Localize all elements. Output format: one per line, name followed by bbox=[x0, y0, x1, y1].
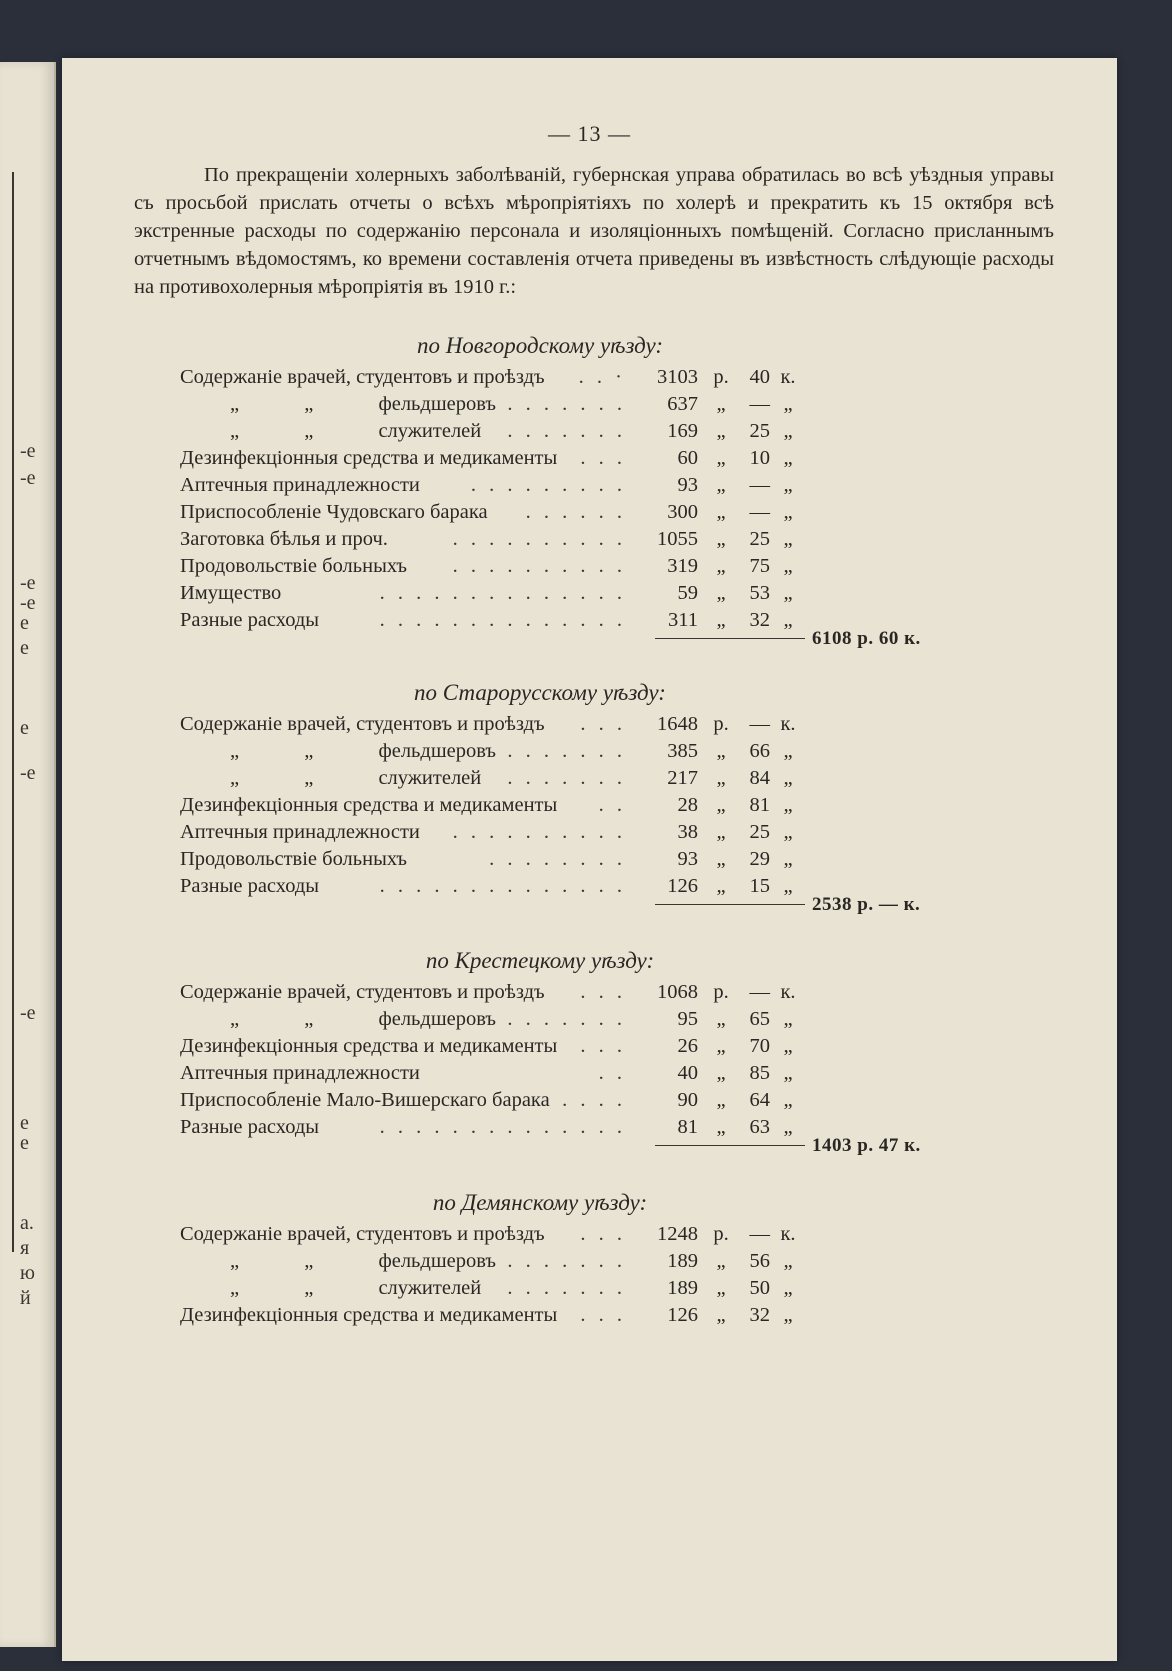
expense-row bbox=[180, 499, 1000, 526]
unit-rubles: р. bbox=[713, 713, 729, 735]
unit-kopecks: „ bbox=[783, 582, 793, 604]
amount-kopecks: 25 bbox=[749, 420, 770, 442]
unit-kopecks: „ bbox=[783, 875, 793, 897]
unit-rubles: „ bbox=[716, 447, 726, 469]
left-page-fragment: -е bbox=[20, 572, 36, 594]
leader-dots: . . . bbox=[580, 1223, 626, 1245]
district-heading: по Крестецкому уѣзду: bbox=[425, 948, 655, 973]
expense-label: Содержаніе врачей, студентовъ и проѣздъ bbox=[180, 981, 545, 1003]
unit-kopecks: „ bbox=[783, 474, 793, 496]
total-rule bbox=[655, 1145, 805, 1146]
leader-dots: . . . . . . . . . . . . . . bbox=[379, 609, 626, 631]
unit-kopecks: „ bbox=[783, 1008, 793, 1030]
expense-label: Имущество bbox=[180, 582, 282, 604]
expense-label: Дезинфекціонныя средства и медикаменты bbox=[180, 794, 558, 816]
document-page bbox=[62, 58, 1117, 1661]
unit-rubles: р. bbox=[713, 1223, 729, 1245]
leader-dots: . . . . . . . . . . bbox=[452, 821, 626, 843]
unit-kopecks: „ bbox=[783, 528, 793, 550]
amount-kopecks: 25 bbox=[749, 821, 770, 843]
amount-rubles: 126 bbox=[667, 875, 698, 897]
expense-label: Содержаніе врачей, студентовъ и проѣздъ bbox=[180, 1223, 545, 1245]
amount-rubles: 95 bbox=[677, 1008, 698, 1030]
expense-row bbox=[180, 526, 1000, 553]
expense-label: Дезинфекціонныя средства и медикаменты bbox=[180, 1035, 558, 1057]
left-page-fragment: а. bbox=[20, 1212, 34, 1234]
left-page-fragment: е bbox=[20, 612, 29, 634]
expense-row bbox=[180, 738, 1000, 765]
district-section bbox=[180, 1185, 1000, 1329]
unit-rubles: „ bbox=[716, 1250, 726, 1272]
unit-rubles: „ bbox=[716, 1035, 726, 1057]
expense-label: „ „ служителей bbox=[230, 420, 482, 442]
amount-rubles: 217 bbox=[667, 767, 698, 789]
district-total-row bbox=[180, 1135, 1000, 1167]
unit-rubles: „ bbox=[716, 848, 726, 870]
unit-rubles: „ bbox=[716, 528, 726, 550]
amount-rubles: 311 bbox=[668, 609, 698, 631]
expense-label: Заготовка бѣлья и проч. bbox=[180, 528, 388, 550]
unit-kopecks: „ bbox=[783, 447, 793, 469]
leader-dots: . . . . . . . bbox=[507, 1008, 626, 1030]
leader-dots: . . . . . . . . . . . . . . bbox=[379, 1116, 626, 1138]
leader-dots: . . . . . . . bbox=[507, 393, 626, 415]
expense-row bbox=[180, 1221, 1000, 1248]
adjacent-page-edge bbox=[0, 62, 56, 1647]
amount-rubles: 81 bbox=[677, 1116, 698, 1138]
amount-rubles: 637 bbox=[667, 393, 698, 415]
expense-row bbox=[180, 1302, 1000, 1329]
expense-label: „ „ служителей bbox=[230, 767, 482, 789]
expense-row bbox=[180, 580, 1000, 607]
leader-dots: . . . . . . . . . bbox=[470, 474, 626, 496]
amount-kopecks: 15 bbox=[749, 875, 770, 897]
expense-label: Аптечныя принадлежности bbox=[180, 1062, 420, 1084]
leader-dots: . . bbox=[598, 794, 626, 816]
amount-kopecks: — bbox=[749, 501, 770, 523]
expense-row bbox=[180, 819, 1000, 846]
expense-row bbox=[180, 445, 1000, 472]
total-rule bbox=[655, 638, 805, 639]
amount-rubles: 38 bbox=[677, 821, 698, 843]
unit-kopecks: „ bbox=[783, 420, 793, 442]
amount-rubles: 189 bbox=[667, 1250, 698, 1272]
unit-rubles: „ bbox=[716, 555, 726, 577]
expense-row bbox=[180, 979, 1000, 1006]
page-number: — 13 — bbox=[548, 121, 631, 146]
unit-rubles: „ bbox=[716, 609, 726, 631]
amount-rubles: 1068 bbox=[657, 981, 698, 1003]
unit-kopecks: к. bbox=[780, 713, 796, 735]
amount-rubles: 300 bbox=[667, 501, 698, 523]
amount-rubles: 26 bbox=[677, 1035, 698, 1057]
unit-rubles: „ bbox=[716, 501, 726, 523]
amount-kopecks: — bbox=[749, 1223, 770, 1245]
district-total: 2538 р. — к. bbox=[812, 894, 921, 915]
expense-label: Разные расходы bbox=[180, 609, 320, 631]
expense-label: Продовольствіе больныхъ bbox=[180, 848, 407, 870]
adjacent-page-rule bbox=[12, 172, 14, 1252]
expense-label: „ „ фельдшеровъ bbox=[230, 1008, 496, 1030]
amount-rubles: 1648 bbox=[657, 713, 698, 735]
leader-dots: . . . . . . . bbox=[507, 420, 626, 442]
leader-dots: . . · bbox=[578, 366, 626, 388]
unit-rubles: „ bbox=[716, 1277, 726, 1299]
left-page-fragment: -е bbox=[20, 1002, 36, 1024]
expense-row bbox=[180, 391, 1000, 418]
leader-dots: . . . bbox=[580, 1304, 626, 1326]
leader-dots: . . . . . . . bbox=[507, 767, 626, 789]
amount-kopecks: 66 bbox=[749, 740, 770, 762]
amount-kopecks: 10 bbox=[749, 447, 770, 469]
left-page-fragment: й bbox=[20, 1287, 31, 1309]
expense-row bbox=[180, 846, 1000, 873]
expense-label: „ „ фельдшеровъ bbox=[230, 740, 496, 762]
expense-label: Приспособленіе Мало-Вишерскаго барака bbox=[180, 1089, 550, 1111]
leader-dots: . . bbox=[598, 1062, 626, 1084]
expense-row bbox=[180, 1033, 1000, 1060]
leader-dots: . . . . . . . bbox=[507, 1277, 626, 1299]
expense-label: Разные расходы bbox=[180, 875, 320, 897]
district-section bbox=[180, 943, 1000, 1167]
amount-kopecks: 53 bbox=[749, 582, 770, 604]
unit-rubles: р. bbox=[713, 981, 729, 1003]
amount-rubles: 385 bbox=[667, 740, 698, 762]
district-heading: по Демянскому уѣзду: bbox=[432, 1190, 648, 1215]
left-page-fragment: -е bbox=[20, 592, 36, 614]
leader-dots: . . . . . . . . . . bbox=[452, 528, 626, 550]
left-page-fragment: я bbox=[20, 1237, 30, 1259]
expense-row bbox=[180, 472, 1000, 499]
amount-rubles: 3103 bbox=[657, 366, 698, 388]
expense-label: Аптечныя принадлежности bbox=[180, 821, 420, 843]
unit-rubles: „ bbox=[716, 393, 726, 415]
unit-rubles: „ bbox=[716, 740, 726, 762]
district-total-row bbox=[180, 894, 1000, 926]
district-section bbox=[180, 328, 1000, 660]
amount-kopecks: 65 bbox=[749, 1008, 770, 1030]
unit-rubles: „ bbox=[716, 1062, 726, 1084]
leader-dots: . . . . . . . . bbox=[489, 848, 626, 870]
amount-kopecks: 32 bbox=[749, 1304, 770, 1326]
expense-row bbox=[180, 1006, 1000, 1033]
amount-rubles: 40 bbox=[677, 1062, 698, 1084]
expense-label: Содержаніе врачей, студентовъ и проѣздъ bbox=[180, 366, 545, 388]
expense-row bbox=[180, 1248, 1000, 1275]
expense-row bbox=[180, 1275, 1000, 1302]
unit-kopecks: к. bbox=[780, 366, 796, 388]
amount-kopecks: 63 bbox=[749, 1116, 770, 1138]
amount-rubles: 93 bbox=[677, 848, 698, 870]
unit-kopecks: „ bbox=[783, 767, 793, 789]
amount-rubles: 28 bbox=[677, 794, 698, 816]
expense-row bbox=[180, 1087, 1000, 1114]
unit-kopecks: „ bbox=[783, 1116, 793, 1138]
leader-dots: . . . . . . bbox=[525, 501, 626, 523]
district-total-row bbox=[180, 628, 1000, 660]
unit-kopecks: „ bbox=[783, 794, 793, 816]
amount-kopecks: 40 bbox=[749, 366, 770, 388]
left-page-fragment: -е bbox=[20, 762, 36, 784]
left-page-fragment: -е bbox=[20, 440, 36, 462]
amount-kopecks: — bbox=[749, 393, 770, 415]
amount-kopecks: 81 bbox=[749, 794, 770, 816]
unit-rubles: „ bbox=[716, 474, 726, 496]
unit-rubles: „ bbox=[716, 875, 726, 897]
expense-label: Продовольствіе больныхъ bbox=[180, 555, 407, 577]
unit-rubles: „ bbox=[716, 420, 726, 442]
district-total: 1403 р. 47 к. bbox=[812, 1135, 921, 1156]
unit-kopecks: „ bbox=[783, 555, 793, 577]
unit-rubles: „ bbox=[716, 1089, 726, 1111]
leader-dots: . . . bbox=[580, 713, 626, 735]
amount-rubles: 59 bbox=[677, 582, 698, 604]
amount-kopecks: 29 bbox=[749, 848, 770, 870]
total-rule bbox=[655, 904, 805, 905]
amount-kopecks: 75 bbox=[749, 555, 770, 577]
leader-dots: . . . bbox=[580, 981, 626, 1003]
amount-kopecks: 50 bbox=[749, 1277, 770, 1299]
expense-label: Аптечныя принадлежности bbox=[180, 474, 420, 496]
amount-kopecks: 85 bbox=[749, 1062, 770, 1084]
amount-rubles: 1055 bbox=[657, 528, 698, 550]
unit-rubles: „ bbox=[716, 794, 726, 816]
amount-kopecks: 64 bbox=[749, 1089, 770, 1111]
leader-dots: . . . . . . . . . . bbox=[452, 555, 626, 577]
unit-kopecks: „ bbox=[783, 821, 793, 843]
leader-dots: . . . . . . . bbox=[507, 740, 626, 762]
amount-kopecks: 25 bbox=[749, 528, 770, 550]
expense-label: „ „ фельдшеровъ bbox=[230, 1250, 496, 1272]
expense-row bbox=[180, 1060, 1000, 1087]
unit-rubles: р. bbox=[713, 366, 729, 388]
amount-rubles: 319 bbox=[667, 555, 698, 577]
leader-dots: . . . . . . . . . . . . . . bbox=[379, 875, 626, 897]
unit-kopecks: „ bbox=[783, 1089, 793, 1111]
amount-kopecks: — bbox=[749, 474, 770, 496]
amount-kopecks: — bbox=[749, 981, 770, 1003]
left-page-fragment: е bbox=[20, 637, 29, 659]
unit-kopecks: „ bbox=[783, 848, 793, 870]
expense-row bbox=[180, 364, 1000, 391]
unit-kopecks: „ bbox=[783, 1304, 793, 1326]
amount-rubles: 93 bbox=[677, 474, 698, 496]
unit-kopecks: „ bbox=[783, 609, 793, 631]
leader-dots: . . . . bbox=[562, 1089, 626, 1111]
amount-kopecks: 70 bbox=[749, 1035, 770, 1057]
expense-label: „ „ служителей bbox=[230, 1277, 482, 1299]
district-heading: по Новгородскому уѣзду: bbox=[416, 333, 664, 358]
leader-dots: . . . . . . . bbox=[507, 1250, 626, 1272]
amount-kopecks: — bbox=[749, 713, 770, 735]
district-section bbox=[180, 675, 1000, 926]
unit-rubles: „ bbox=[716, 767, 726, 789]
expense-label: Дезинфекціонныя средства и медикаменты bbox=[180, 447, 558, 469]
unit-kopecks: „ bbox=[783, 1250, 793, 1272]
expense-row bbox=[180, 418, 1000, 445]
unit-kopecks: „ bbox=[783, 393, 793, 415]
unit-rubles: „ bbox=[716, 582, 726, 604]
unit-rubles: „ bbox=[716, 1008, 726, 1030]
leader-dots: . . . . . . . . . . . . . . bbox=[379, 582, 626, 604]
amount-kopecks: 56 bbox=[749, 1250, 770, 1272]
unit-kopecks: „ bbox=[783, 740, 793, 762]
expense-row bbox=[180, 553, 1000, 580]
expense-row bbox=[180, 711, 1000, 738]
district-total: 6108 р. 60 к. bbox=[812, 628, 921, 649]
amount-rubles: 90 bbox=[677, 1089, 698, 1111]
leader-dots: . . . bbox=[580, 447, 626, 469]
unit-kopecks: „ bbox=[783, 1277, 793, 1299]
amount-rubles: 169 bbox=[667, 420, 698, 442]
unit-kopecks: „ bbox=[783, 1035, 793, 1057]
expense-label: Содержаніе врачей, студентовъ и проѣздъ bbox=[180, 713, 545, 735]
district-heading: по Старорусскому уѣзду: bbox=[414, 680, 666, 705]
amount-rubles: 189 bbox=[667, 1277, 698, 1299]
unit-rubles: „ bbox=[716, 1304, 726, 1326]
leader-dots: . . . bbox=[580, 1035, 626, 1057]
unit-kopecks: „ bbox=[783, 501, 793, 523]
expense-label: Разные расходы bbox=[180, 1116, 320, 1138]
expense-label: Дезинфекціонныя средства и медикаменты bbox=[180, 1304, 558, 1326]
unit-kopecks: к. bbox=[780, 981, 796, 1003]
expense-row bbox=[180, 792, 1000, 819]
amount-rubles: 60 bbox=[677, 447, 698, 469]
left-page-fragment: е bbox=[20, 1112, 29, 1134]
amount-rubles: 126 bbox=[667, 1304, 698, 1326]
left-page-fragment: -е bbox=[20, 467, 36, 489]
amount-kopecks: 84 bbox=[749, 767, 770, 789]
expense-label: Приспособленіе Чудовскаго барака bbox=[180, 501, 488, 523]
unit-rubles: „ bbox=[716, 1116, 726, 1138]
left-page-fragment: е bbox=[20, 717, 29, 739]
amount-rubles: 1248 bbox=[657, 1223, 698, 1245]
left-page-fragment: е bbox=[20, 1132, 29, 1154]
left-page-fragment: ю bbox=[20, 1262, 35, 1284]
unit-rubles: „ bbox=[716, 821, 726, 843]
unit-kopecks: „ bbox=[783, 1062, 793, 1084]
intro-paragraph: По прекращеніи холерныхъ заболѣваній, губернская управа обратилась во всѣ уѣздныя управы съ просьбой прислать отчеты о всѣхъ мѣропріятіяхъ по холерѣ и прекратить къ 15 октября всѣ экстренные расходы по содержанію персонала и изоляціонныхъ помѣщеній. Согласно присланнымъ отчетнымъ вѣдомостямъ, ко времени составленія отчета приведены въ извѣстность слѣдующіе расходы на противохолерныя мѣропріятія въ 1910 г.: bbox=[134, 164, 1054, 298]
expense-label: „ „ фельдшеровъ bbox=[230, 393, 496, 415]
unit-kopecks: к. bbox=[780, 1223, 796, 1245]
expense-row bbox=[180, 765, 1000, 792]
amount-kopecks: 32 bbox=[749, 609, 770, 631]
